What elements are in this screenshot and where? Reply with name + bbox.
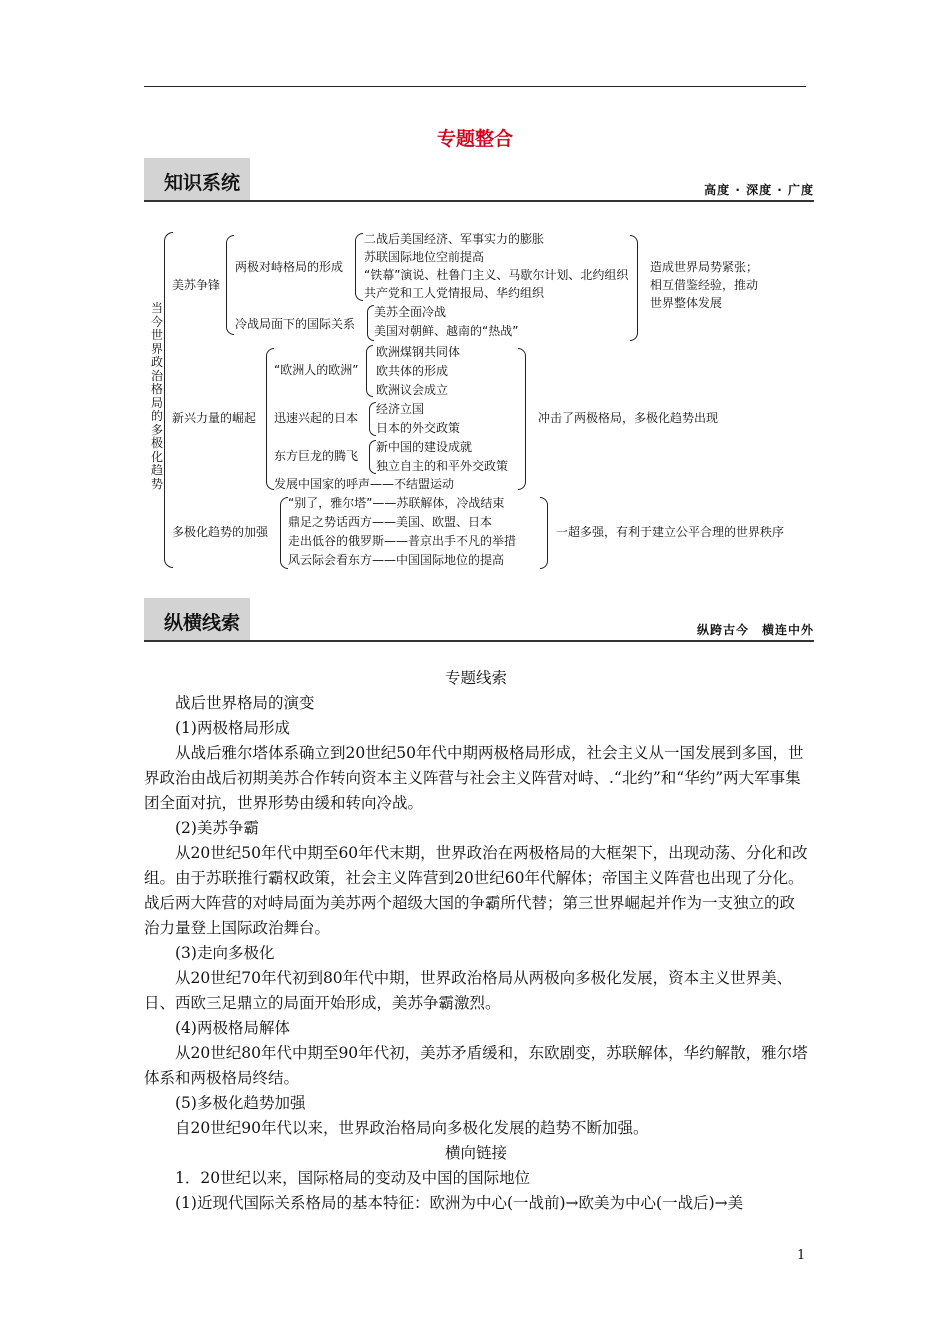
branch3-brace (280, 497, 288, 569)
list-item: 欧洲煤钢共同体 (376, 345, 461, 359)
list-item: 经济立国 (376, 402, 425, 416)
subbranch-brace (369, 440, 376, 474)
subbranch-bipolar-formation: 两极对峙格局的形成 (235, 260, 344, 274)
subbranch-brace (366, 345, 373, 397)
list-item: 新中国的建设成就 (376, 440, 473, 454)
list-item: 走出低谷的俄罗斯——普京出手不凡的举措 (288, 534, 517, 548)
section-label: 纵横线索 (164, 612, 241, 634)
question-title: 1．20世纪以来，国际格局的变动及中国的国际地位 (175, 1169, 531, 1187)
paragraph: 从20世纪80年代中期至90年代初，美苏矛盾缓和，东欧剧变，苏联解体，华约解散，雅尔塔体系和两极格局终结。 (144, 1044, 808, 1087)
branch2-result: 冲击了两极格局，多极化趋势出现 (538, 411, 719, 425)
result-line: 造成世界局势紧张； (650, 260, 759, 274)
subbranch1-brace (355, 233, 363, 301)
paragraph-title: (4)两极格局解体 (175, 1019, 290, 1037)
list-item: 欧共体的形成 (376, 364, 449, 378)
header-rule (144, 86, 806, 87)
mindmap-root: 当今世界政治格局的多极化趋势 (150, 301, 163, 491)
subbranch-china: 东方巨龙的腾飞 (274, 449, 359, 463)
section-label: 知识系统 (164, 172, 241, 194)
paragraph: (1)近现代国际关系格局的基本特征：欧洲为中心(一战前)→欧美为中心(一战后)→美 (175, 1194, 744, 1212)
result-line: 相互借鉴经验，推动 (650, 278, 759, 292)
branch-multipolar: 多极化趋势的加强 (172, 525, 269, 539)
list-item: “铁幕”演说、杜鲁门主义、马歇尔计划、北约组织 (364, 268, 629, 282)
subbranch2-brace (367, 305, 374, 341)
list-item: 日本的外交政策 (376, 421, 461, 435)
list-item: “别了，雅尔塔”——苏联解体，冷战结束 (288, 496, 505, 510)
branch1-brace (226, 235, 234, 335)
body-content (144, 666, 808, 1216)
branch-emerging-forces: 新兴力量的崛起 (172, 411, 257, 425)
branch-us-ussr: 美苏争锋 (172, 278, 221, 292)
list-item: 风云际会看东方——中国国际地位的提高 (288, 553, 505, 567)
paragraph-title: (3)走向多极化 (175, 944, 275, 962)
body-subheading: 战后世界格局的演变 (175, 694, 315, 712)
section-header-knowledge (144, 158, 814, 202)
subbranch-cold-war-relations: 冷战局面下的国际关系 (235, 317, 356, 331)
paragraph-title: (2)美苏争霸 (175, 819, 259, 837)
page-number: 1 (797, 1248, 806, 1263)
subbranch-non-aligned: 发展中国家的呼声——不结盟运动 (274, 477, 455, 491)
section-subtitle: 高度 · 深度 · 广度 (704, 183, 814, 197)
branch1-result-brace (630, 235, 638, 341)
branch3-result: 一超多强，有利于建立公平合理的世界秩序 (556, 525, 785, 539)
list-item: 欧洲议会成立 (376, 383, 449, 397)
result-line: 世界整体发展 (650, 296, 723, 310)
paragraph: 自20世纪90年代以来，世界政治格局向多极化发展的趋势不断加强。 (175, 1119, 649, 1137)
body-heading: 横向链接 (444, 1144, 507, 1162)
paragraph: 从20世纪50年代中期至60年代末期，世界政治在两极格局的大框架下，出现动荡、分化和改组。由于苏联推行霸权政策，社会主义阵营到20世纪60年代解体；帝国主义阵营也出现了分化。战后两大阵营的对峙局面为美苏两个超级大国的争霸所代替；第三世界崛起并作为一支独立的政治力量登上国际政治舞台。 (144, 844, 808, 937)
subbranch-europe: “欧洲人的欧洲” (274, 363, 359, 377)
paragraph-title: (1)两极格局形成 (175, 719, 290, 737)
list-item: 鼎足之势话西方——美国、欧盟、日本 (288, 515, 493, 529)
paragraph-title: (5)多极化趋势加强 (175, 1094, 306, 1112)
subbranch-japan: 迅速兴起的日本 (274, 411, 359, 425)
list-item: 美苏全面冷战 (374, 305, 447, 319)
list-item: 美国对朝鲜、越南的“热战” (374, 324, 519, 338)
list-item: 独立自主的和平外交政策 (376, 459, 509, 473)
subbranch-brace (369, 402, 376, 436)
section-rule (144, 200, 814, 202)
branch2-brace (266, 348, 274, 490)
body-heading: 专题线索 (444, 669, 507, 687)
list-item: 共产党和工人党情报局、华约组织 (364, 286, 545, 300)
section-subtitle: 纵跨古今 横连中外 (696, 623, 814, 637)
branch3-result-brace (540, 497, 548, 569)
list-item: 苏联国际地位空前提高 (364, 250, 485, 264)
list-item: 二战后美国经济、军事实力的膨胀 (364, 232, 545, 246)
page-title: 专题整合 (436, 128, 513, 150)
paragraph: 从20世纪70年代初到80年代中期，世界政治格局从两极向多极化发展，资本主义世界美、日、西欧三足鼎立的局面开始形成，美苏争霸激烈。 (144, 969, 793, 1012)
section-header-clues (144, 598, 814, 642)
branch2-result-brace (518, 348, 526, 490)
section-rule (144, 640, 814, 642)
paragraph: 从战后雅尔塔体系确立到20世纪50年代中期两极格局形成，社会主义从一国发展到多国，世界政治由战后初期美苏合作转向资本主义阵营与社会主义阵营对峙、.“北约”和“华约”两大军事集团全面对抗，世界形势由缓和转向冷战。 (144, 744, 804, 812)
